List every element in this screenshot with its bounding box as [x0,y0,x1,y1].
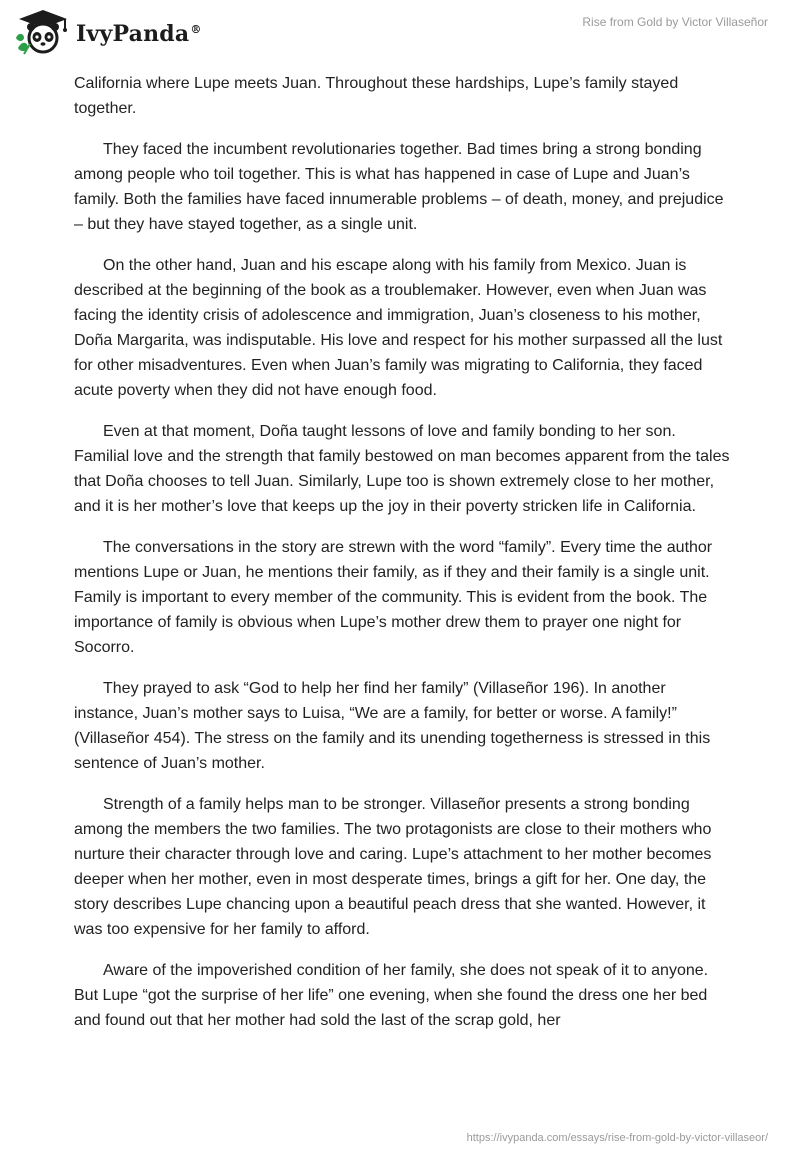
paragraph-3: On the other hand, Juan and his escape along with his family from Mexico. Juan is described at the beginning of the book as a troublemaker. However, even when Juan was facing the identity crisis of adolescence and immigration, Juan’s closeness to his mother, Doña Margarita, was indisputable. His love and respect for his mother surpassed all the lust for other misadventures. Even when Juan’s family was migrating to California, they faced acute poverty when they did not have enough food. [74,257,723,399]
essay-body [74,71,734,1049]
page-header [0,0,800,70]
document-title: Rise from Gold by Victor Villaseñor [582,15,768,29]
brand-text: IvyPanda [76,21,190,47]
paragraph-8: Aware of the impoverished condition of her family, she does not speak of it to anyone. But Lupe “got the surprise of her life” one evening, when she found the dress one her bed and found out that her mother had sold the last of the scrap gold, her [74,962,709,1029]
paragraph-1: California where Lupe meets Juan. Throughout these hardships, Lupe’s family stayed together. [74,75,679,117]
ivypanda-logo[interactable] [14,8,202,56]
source-url[interactable]: https://ivypanda.com/essays/rise-from-gold-by-victor-villaseor/ [466,1132,768,1144]
paragraph-5: The conversations in the story are strewn with the word “family”. Every time the author mentions Lupe or Juan, he mentions their family, as if they and their family is a single unit. Family is important to every member of the community. This is evident from the book. The importance of family is obvious when Lupe’s mother drew them to prayer one night for Socorro. [74,539,713,656]
paragraph-7: Strength of a family helps man to be stronger. Villaseñor presents a strong bonding among the members the two families. The two protagonists are close to their mothers who nurture their character through love and caring. Lupe’s attachment to her mother becomes deeper when her mother, even in most desperate times, brings a gift for her. One day, the story describes Lupe chancing upon a beautiful peach dress that she wanted. However, it was too expensive for her family to afford. [74,796,712,938]
paragraph-6: They prayed to ask “God to help her find her family” (Villaseñor 196). In another instance, Juan’s mother says to Luisa, “We are a family, for better or worse. A family!” (Villaseñor 454). The stress on the family and its unending togetherness is stressed in this sentence of Juan’s mother. [74,680,711,772]
panda-graduate-icon [14,8,72,56]
brand-name [76,21,202,47]
paragraph-2: They faced the incumbent revolutionaries together. Bad times bring a strong bonding among people who toil together. This is what has happened in case of Lupe and Juan’s family. Both the families have faced innumerable problems – of death, money, and prejudice – but they have stayed together, as a single unit. [74,141,724,233]
paragraph-4: Even at that moment, Doña taught lessons of love and family bonding to her son. Familial love and the strength that family bestowed on man becomes apparent from the tales that Doña chooses to tell Juan. Similarly, Lupe too is shown extremely close to her mother, and it is her mother’s love that keeps up the joy in their poverty stricken life in California. [74,423,730,515]
registered-mark: ® [190,22,202,36]
